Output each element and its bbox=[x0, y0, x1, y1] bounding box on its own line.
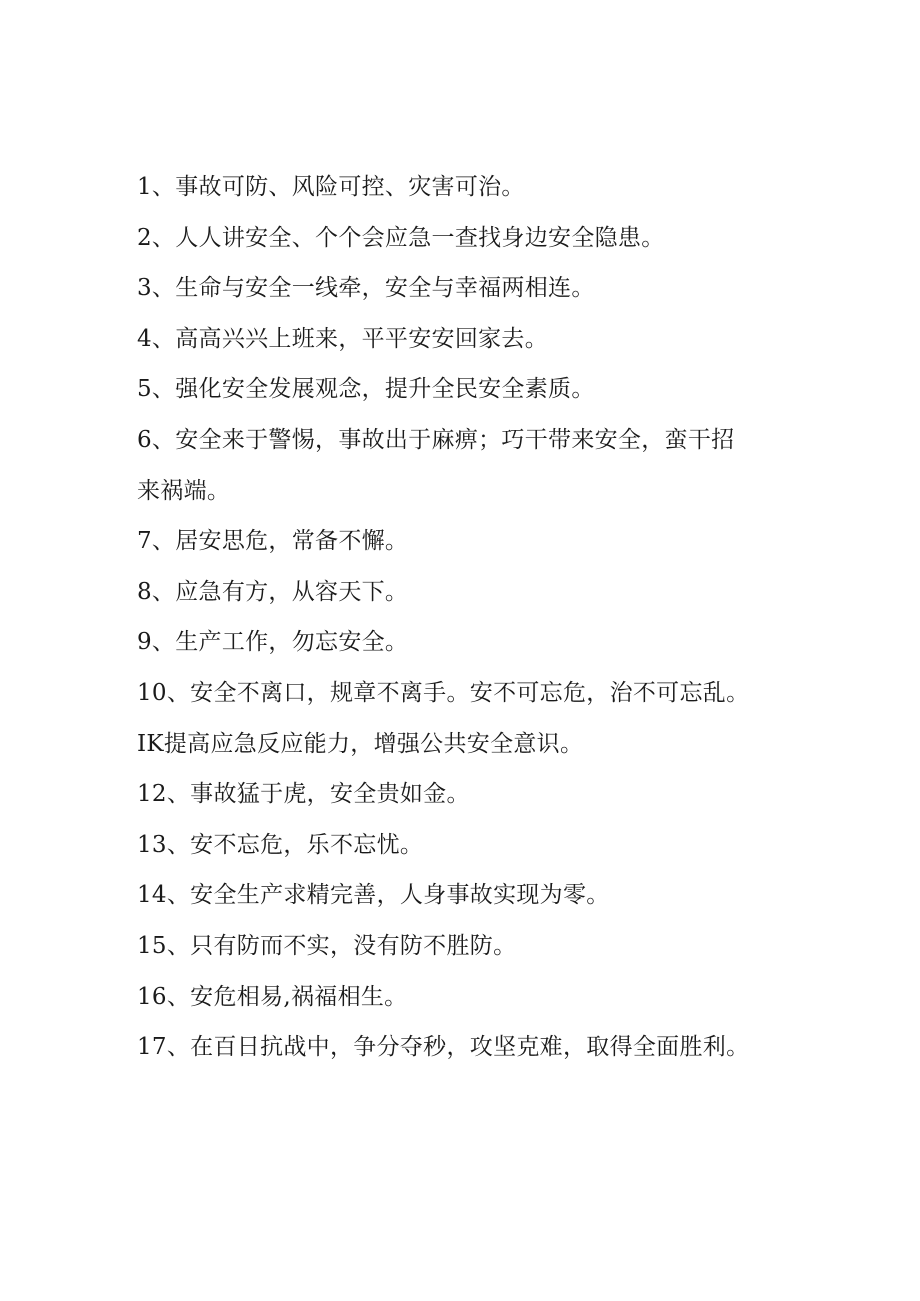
text-line: 来祸端。 bbox=[137, 477, 231, 504]
text-line: 13、安不忘危，乐不忘忧。 bbox=[137, 831, 424, 858]
text-line: 1、事故可防、风险可控、灾害可治。 bbox=[137, 174, 525, 200]
text-line: 9、生产工作，勿忘安全。 bbox=[137, 629, 409, 656]
text-line: 8、应急有方，从容天下。 bbox=[137, 578, 409, 605]
text-line: 12、事故猛于虎，安全贵如金。 bbox=[137, 781, 470, 808]
text-line: 5、强化安全发展观念，提升全民安全素质。 bbox=[137, 376, 595, 403]
text-line: IK提高应急反应能力，增强公共安全意识。 bbox=[137, 730, 584, 757]
text-line: 16、安危相易,祸福相生。 bbox=[137, 983, 408, 1010]
text-line: 17、在百日抗战中，争分夺秒，攻坚克难，取得全面胜利。 bbox=[137, 1034, 750, 1061]
text-line: 6、安全来于警惕，事故出于麻痹；巧干带来安全，蛮干招 bbox=[137, 426, 735, 453]
text-line: 7、居安思危，常备不懈。 bbox=[137, 528, 409, 555]
text-line: 3、生命与安全一线牵，安全与幸福两相连。 bbox=[137, 275, 595, 302]
text-line: 2、人人讲安全、个个会应急一查找身边安全隐患。 bbox=[137, 224, 665, 251]
text-line: 14、安全生产求精完善，人身事故实现为零。 bbox=[137, 882, 610, 909]
text-line: 15、只有防而不实，没有防不胜防。 bbox=[137, 932, 517, 959]
slogan-list bbox=[137, 162, 787, 1073]
text-line: 10、安全不离口，规章不离手。安不可忘危，治不可忘乱。 bbox=[137, 679, 750, 706]
text-line: 4、高高兴兴上班来，平平安安回家去。 bbox=[137, 325, 549, 352]
